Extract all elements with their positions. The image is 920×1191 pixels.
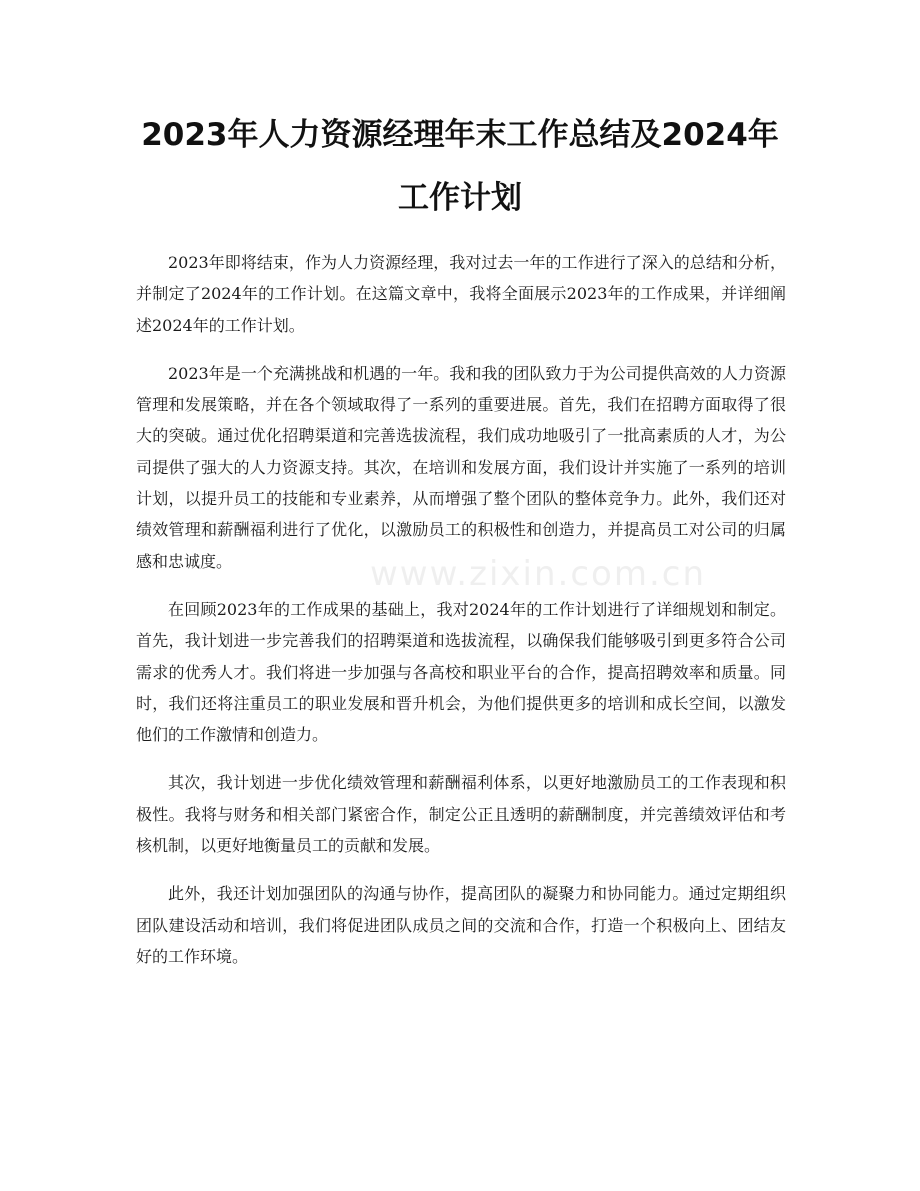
document-title: 2023年人力资源经理年末工作总结及2024年工作计划 [141, 117, 779, 216]
paragraph-intro: 2023年即将结束，作为人力资源经理，我对过去一年的工作进行了深入的总结和分析，并制定了2024年的工作计划。在这篇文章中，我将全面展示2023年的工作成果，并详细阐述2024年的工作计划。 [136, 253, 786, 335]
paragraph-teamwork-plan: 此外，我还计划加强团队的沟通与协作，提高团队的凝聚力和协同能力。通过定期组织团队建设活动和培训，我们将促进团队成员之间的交流和合作，打造一个积极向上、团结友好的工作环境。 [136, 884, 786, 966]
document-body [136, 247, 786, 989]
paragraph-achievements: 2023年是一个充满挑战和机遇的一年。我和我的团队致力于为公司提供高效的人力资源管理和发展策略，并在各个领域取得了一系列的重要进展。首先，我们在招聘方面取得了很大的突破。通过优化招聘渠道和完善选拔流程，我们成功地吸引了一批高素质的人才，为公司提供了强大的人力资源支持。其次，在培训和发展方面，我们设计并实施了一系列的培训计划，以提升员工的技能和专业素养，从而增强了整个团队的整体竞争力。此外，我们还对绩效管理和薪酬福利进行了优化，以激励员工的积极性和创造力，并提高员工对公司的归属感和忠诚度。 [136, 363, 786, 571]
paragraph-compensation-plan: 其次，我计划进一步优化绩效管理和薪酬福利体系，以更好地激励员工的工作表现和积极性。我将与财务和相关部门紧密合作，制定公正且透明的薪酬制度，并完善绩效评估和考核机制，以更好地衡量员工的贡献和发展。 [136, 773, 786, 856]
watermark: www.zixin.com.cn [370, 554, 706, 594]
paragraph-recruitment-plan: 在回顾2023年的工作成果的基础上，我对2024年的工作计划进行了详细规划和制定。首先，我计划进一步完善我们的招聘渠道和选拔流程，以确保我们能够吸引到更多符合公司需求的优秀人才。我们将进一步加强与各高校和职业平台的合作，提高招聘效率和质量。同时，我们还将注重员工的职业发展和晋升机会，为他们提供更多的培训和成长空间，以激发他们的工作激情和创造力。 [136, 599, 786, 745]
